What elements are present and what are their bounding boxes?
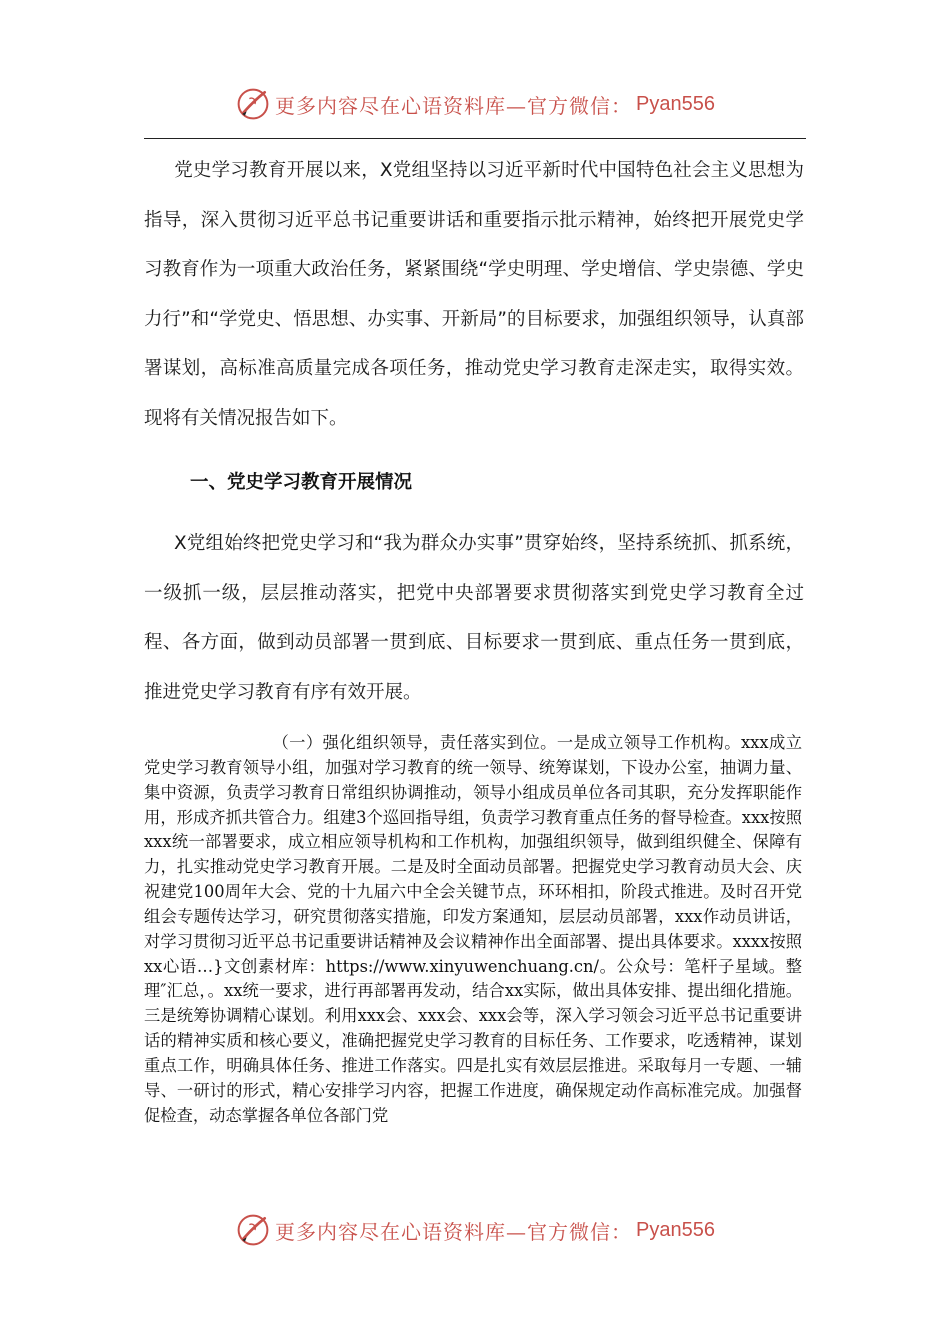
- header-rule: [144, 138, 806, 139]
- brush-logo-icon: [235, 86, 271, 122]
- wechat-handle: Pyan556: [636, 92, 715, 115]
- wechat-handle: Pyan556: [636, 1218, 715, 1241]
- header-banner: [0, 84, 950, 124]
- banner-text: 更多内容尽在心语资料库—官方微信：: [275, 93, 633, 118]
- section-heading: 一、党史学习教育开展情况: [190, 472, 413, 493]
- subsection-text: （一）强化组织领导，责任落实到位。一是成立领导工作机构。xxx成立党史学习教育领导小组，加强对学习教育的统一领导、统筹谋划，下设办公室，抽调力量、集中资源，负责学习教育日常组织协调推动，领导小组成员单位各司其职，充分发挥职能作用，形成齐抓共管合力。组建3个巡回指导组，负责学习教育重点任务的督导检查。xxx按照xxx统一部署要求，成立相应领导机构和工作机构，加强组织领导，做到组织健全、保障有力，扎实推动党史学习教育开展。二是及时全面动员部署。把握党史学习教育动员大会、庆祝建党100周年大会、党的十九届六中全会关键节点，环环相扣，阶段式推进。及时召开党组会专题传达学习，研究贯彻落实措施，印发方案通知，层层动员部署，xxx作动员讲话，对学习贯彻习近平总书记重要讲话精神及会议精神作出全面部署、提出具体要求。xxxx按照xx心语…}文创素材库：https://www.xinyuwenchuang.cn/。公众号：笔杆子星域。整理″汇总，。xx统一要求，进行再部署再发动，结合xx实际，做出具体安排、提出细化措施。三是统筹协调精心谋划。利用xxx会、xxx会、xxx会等，深入学习领会习近平总书记重要讲话的精神实质和核心要义，准确把握党史学习教育的目标任务、工作要求，吃透精神，谋划重点工作，明确具体任务、推进工作落实。四是扎实有效层层推进。采取每月一专题、一辅导、一研讨的形式，精心安排学习内容，把握工作进度，确保规定动作高标准完成。加强督促检查，动态掌握各单位各部门党: [144, 733, 802, 1125]
- footer-banner: [0, 1210, 950, 1250]
- intro-paragraph: [144, 146, 804, 444]
- section-intro-text: X党组始终把党史学习和“我为群众办实事”贯穿始终，坚持系统抓、抓系统，一级抓一级，层层推动落实，把党中央部署要求贯彻落实到党史学习教育全过程、各方面，做到动员部署一贯到底、目标要求一贯到底、重点任务一贯到底，推进党史学习教育有序有效开展。: [144, 533, 804, 703]
- brush-logo-icon: [235, 1212, 271, 1248]
- section-intro-paragraph: [144, 519, 804, 717]
- intro-text: 党史学习教育开展以来，X党组坚持以习近平新时代中国特色社会主义思想为指导，深入贯彻习近平总书记重要讲话和重要指示批示精神，始终把开展党史学习教育作为一项重大政治任务，紧紧围绕“学史明理、学史增信、学史崇德、学史力行”和“学党史、悟思想、办实事、开新局”的目标要求，加强组织领导，认真部署谋划，高标准高质量完成各项任务，推动党史学习教育走深走实，取得实效。现将有关情况报告如下。: [144, 160, 804, 429]
- banner-text: 更多内容尽在心语资料库—官方微信：: [275, 1219, 633, 1244]
- subsection-paragraph: [144, 731, 802, 1129]
